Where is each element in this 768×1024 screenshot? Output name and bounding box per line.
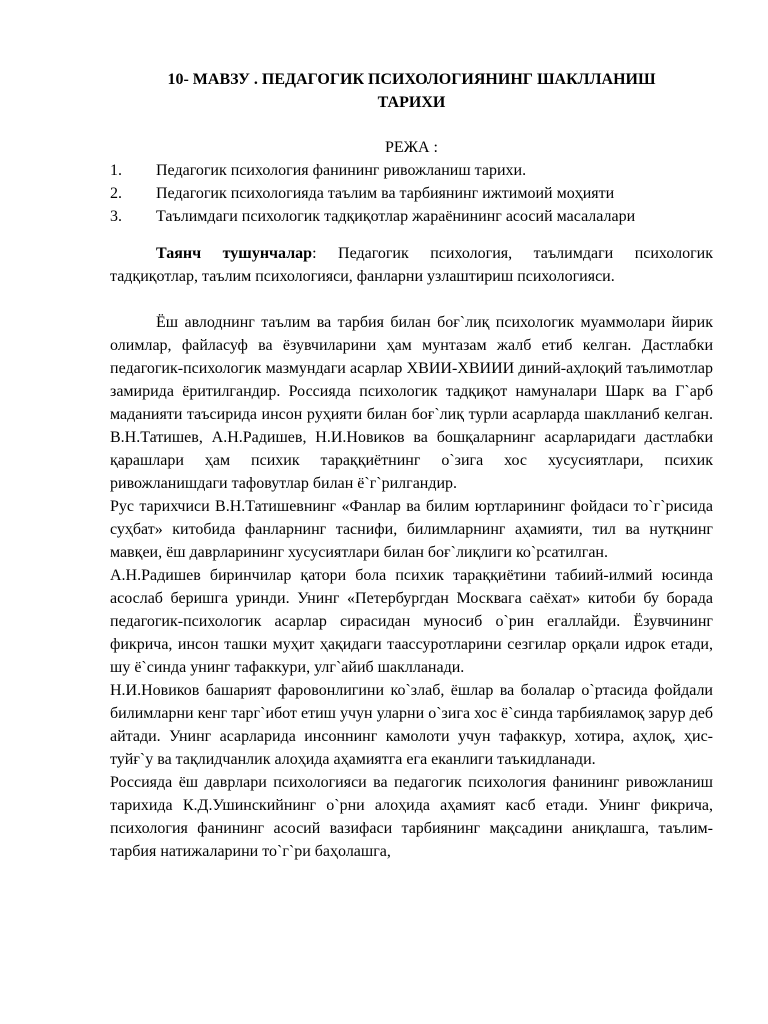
keywords-label: Таянч тушунчалар (156, 245, 313, 262)
plan-item-number: 1. (110, 162, 122, 179)
plan-item (110, 182, 713, 205)
body-paragraph: Рус тарихчиси В.Н.Татишевнинг «Фанлар ва билим юртларининг фойдаси то`г`рисида суҳбат» китобида фанларнинг таснифи, билимларнинг аҳамияти, тил ва нутқнинг мавқеи, ёш даврларининг хусусиятлари билан боғ`лиқлиги ко`рсатилган. (110, 498, 713, 561)
body-paragraph: Н.И.Новиков башарият фаровонлигини ко`злаб, ёшлар ва болалар о`ртасида фойдали билимларни кенг тарг`ибот етиш учун уларни о`зига хос ё`синда тарбияламоқ зарур деб айтади. Унинг асарларида инсоннинг камолоти учун тафаккур, хотира, аҳлоқ, ҳис-туйғ`у ва тақлидчанлик алоҳида аҳамиятга ега еканлиги таъкидланади. (110, 682, 713, 768)
document-page (110, 68, 713, 863)
plan-item (110, 159, 713, 182)
plan-list (110, 159, 713, 228)
plan-item-number: 3. (110, 208, 122, 225)
keywords-text: : Педагогик психология, таълимдаги психологик тадқиқотлар, таълим психологияси, фанларни узлаштириш психологияси. (110, 245, 713, 285)
plan-item-number: 2. (110, 185, 122, 202)
plan-heading: РЕЖА : (384, 139, 438, 156)
body-paragraph: Ёш авлоднинг таълим ва тарбия билан боғ`лиқ психологик муаммолари йирик олимлар, файласуф ва ёзувчиларини ҳам мунтазам жалб етиб келган. Дастлабки педагогик-психологик мазмундаги асарлар ХВИИ-ХВИИИ диний-аҳлоқий таълимотлар замирида ёритилгандир. Россияда психологик тадқиқот намуналари Шарк ва Г`арб маданияти таъсирида инсон руҳияти билан боғ`лиқ турли асарларда шаклланиб келган. В.Н.Татишев, А.Н.Радишев, Н.И.Новиков ва бошқаларнинг асарларидаги дастлабки қарашлари ҳам психик тараққиётнинг о`зига хос хусусиятлари, психик ривожланишдаги тафовутлар билан ё`г`рилгандир. (110, 314, 713, 492)
body-paragraph: А.Н.Радишев биринчилар қатори бола психик тараққиётини табиий-илмий юсинда асослаб беришга уринди. Унинг «Петербургдан Москвага саёхат» китоби бу борада педагогик-психологик асарлар сирасидан муносиб о`рин егаллайди. Ёзувчининг фикрича, инсон ташки муҳит ҳақидаги таассуротларини сезгилар орқали идрок етади, шу ё`синда унинг тафаккури, улг`айиб шаклланади. (110, 567, 713, 676)
plan-item-text: Таълимдаги психологик тадқиқотлар жараёнининг асосий масалалари (156, 208, 636, 225)
plan-item-text: Педагогик психологияда таълим ва тарбиянинг ижтимоий моҳияти (156, 185, 615, 202)
body-paragraph: Россияда ёш даврлари психологияси ва педагогик психология фанининг ривожланиш тарихида К.Д.Ушинскийнинг о`рни алоҳида аҳамият касб етади. Унинг фикрича, психология фанининг асосий вазифаси тарбиянинг мақсадини аниқлашга, таълим-тарбия натижаларини то`г`ри баҳолашга, (110, 774, 713, 860)
title-line-1: 10- МАВЗУ . ПЕДАГОГИК ПСИХОЛОГИЯНИНГ ШАКЛЛАНИШ (167, 71, 656, 88)
keywords-paragraph (110, 242, 713, 288)
plan-item (110, 205, 713, 228)
plan-item-text: Педагогик психология фанининг ривожланиш тарихи. (156, 162, 527, 179)
document-title (110, 68, 713, 114)
title-line-2: ТАРИХИ (377, 94, 446, 111)
